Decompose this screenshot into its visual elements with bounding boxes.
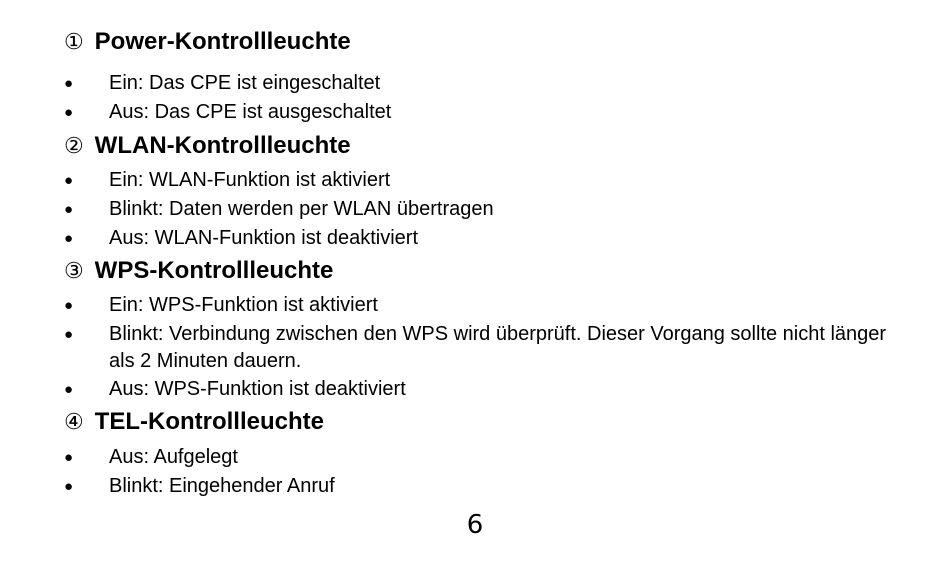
bullet-icon: ● — [64, 104, 74, 121]
bullet-icon: ● — [64, 230, 74, 247]
list-item — [64, 196, 894, 223]
section-heading-wps — [64, 257, 333, 285]
list-item-text: Aus: Aufgelegt — [109, 446, 238, 468]
list-item — [64, 99, 894, 126]
section-number: ① — [64, 29, 84, 54]
list-item-text: Ein: WPS-Funktion ist aktiviert — [109, 294, 378, 316]
list-item — [64, 225, 894, 252]
section-number: ④ — [64, 409, 84, 434]
list-item — [64, 167, 894, 194]
bullet-icon: ● — [64, 201, 74, 218]
bullet-icon: ● — [64, 326, 74, 343]
list-item-text: Ein: Das CPE ist eingeschaltet — [109, 72, 381, 94]
section-title: Power-Kontrollleuchte — [94, 28, 351, 55]
section-heading-tel — [64, 408, 324, 436]
list-item-text: Blinkt: Verbindung zwischen den WPS wird überprüft. Dieser Vorgang sollte nicht länger als 2 Minuten dauern. — [109, 323, 887, 372]
bullet-icon: ● — [64, 449, 74, 466]
section-number: ② — [64, 133, 84, 158]
bullet-icon: ● — [64, 381, 74, 398]
bullet-icon: ● — [64, 172, 74, 189]
list-item — [64, 70, 894, 97]
list-item-text: Aus: Das CPE ist ausgeschaltet — [109, 101, 392, 123]
section-heading-power — [64, 28, 351, 56]
bullet-icon: ● — [64, 297, 74, 314]
section-title: TEL-Kontrollleuchte — [94, 408, 324, 435]
list-item-text: Blinkt: Eingehender Anruf — [109, 475, 335, 497]
section-title: WLAN-Kontrollleuchte — [94, 132, 351, 159]
section-title: WPS-Kontrollleuchte — [94, 257, 334, 284]
bullet-icon: ● — [64, 478, 74, 495]
bullet-icon: ● — [64, 75, 74, 92]
list-item — [64, 444, 894, 471]
section-number: ③ — [64, 258, 84, 283]
list-item — [64, 376, 894, 403]
list-item-text: Aus: WLAN-Funktion ist deaktiviert — [109, 227, 418, 249]
list-item-text: Aus: WPS-Funktion ist deaktiviert — [109, 378, 406, 400]
page-number: 6 — [466, 510, 484, 540]
list-item-text: Ein: WLAN-Funktion ist aktiviert — [109, 169, 391, 191]
list-item-text: Blinkt: Daten werden per WLAN übertragen — [109, 198, 494, 220]
list-item — [64, 473, 894, 500]
list-item — [64, 321, 894, 375]
section-heading-wlan — [64, 132, 351, 160]
list-item — [64, 292, 894, 319]
